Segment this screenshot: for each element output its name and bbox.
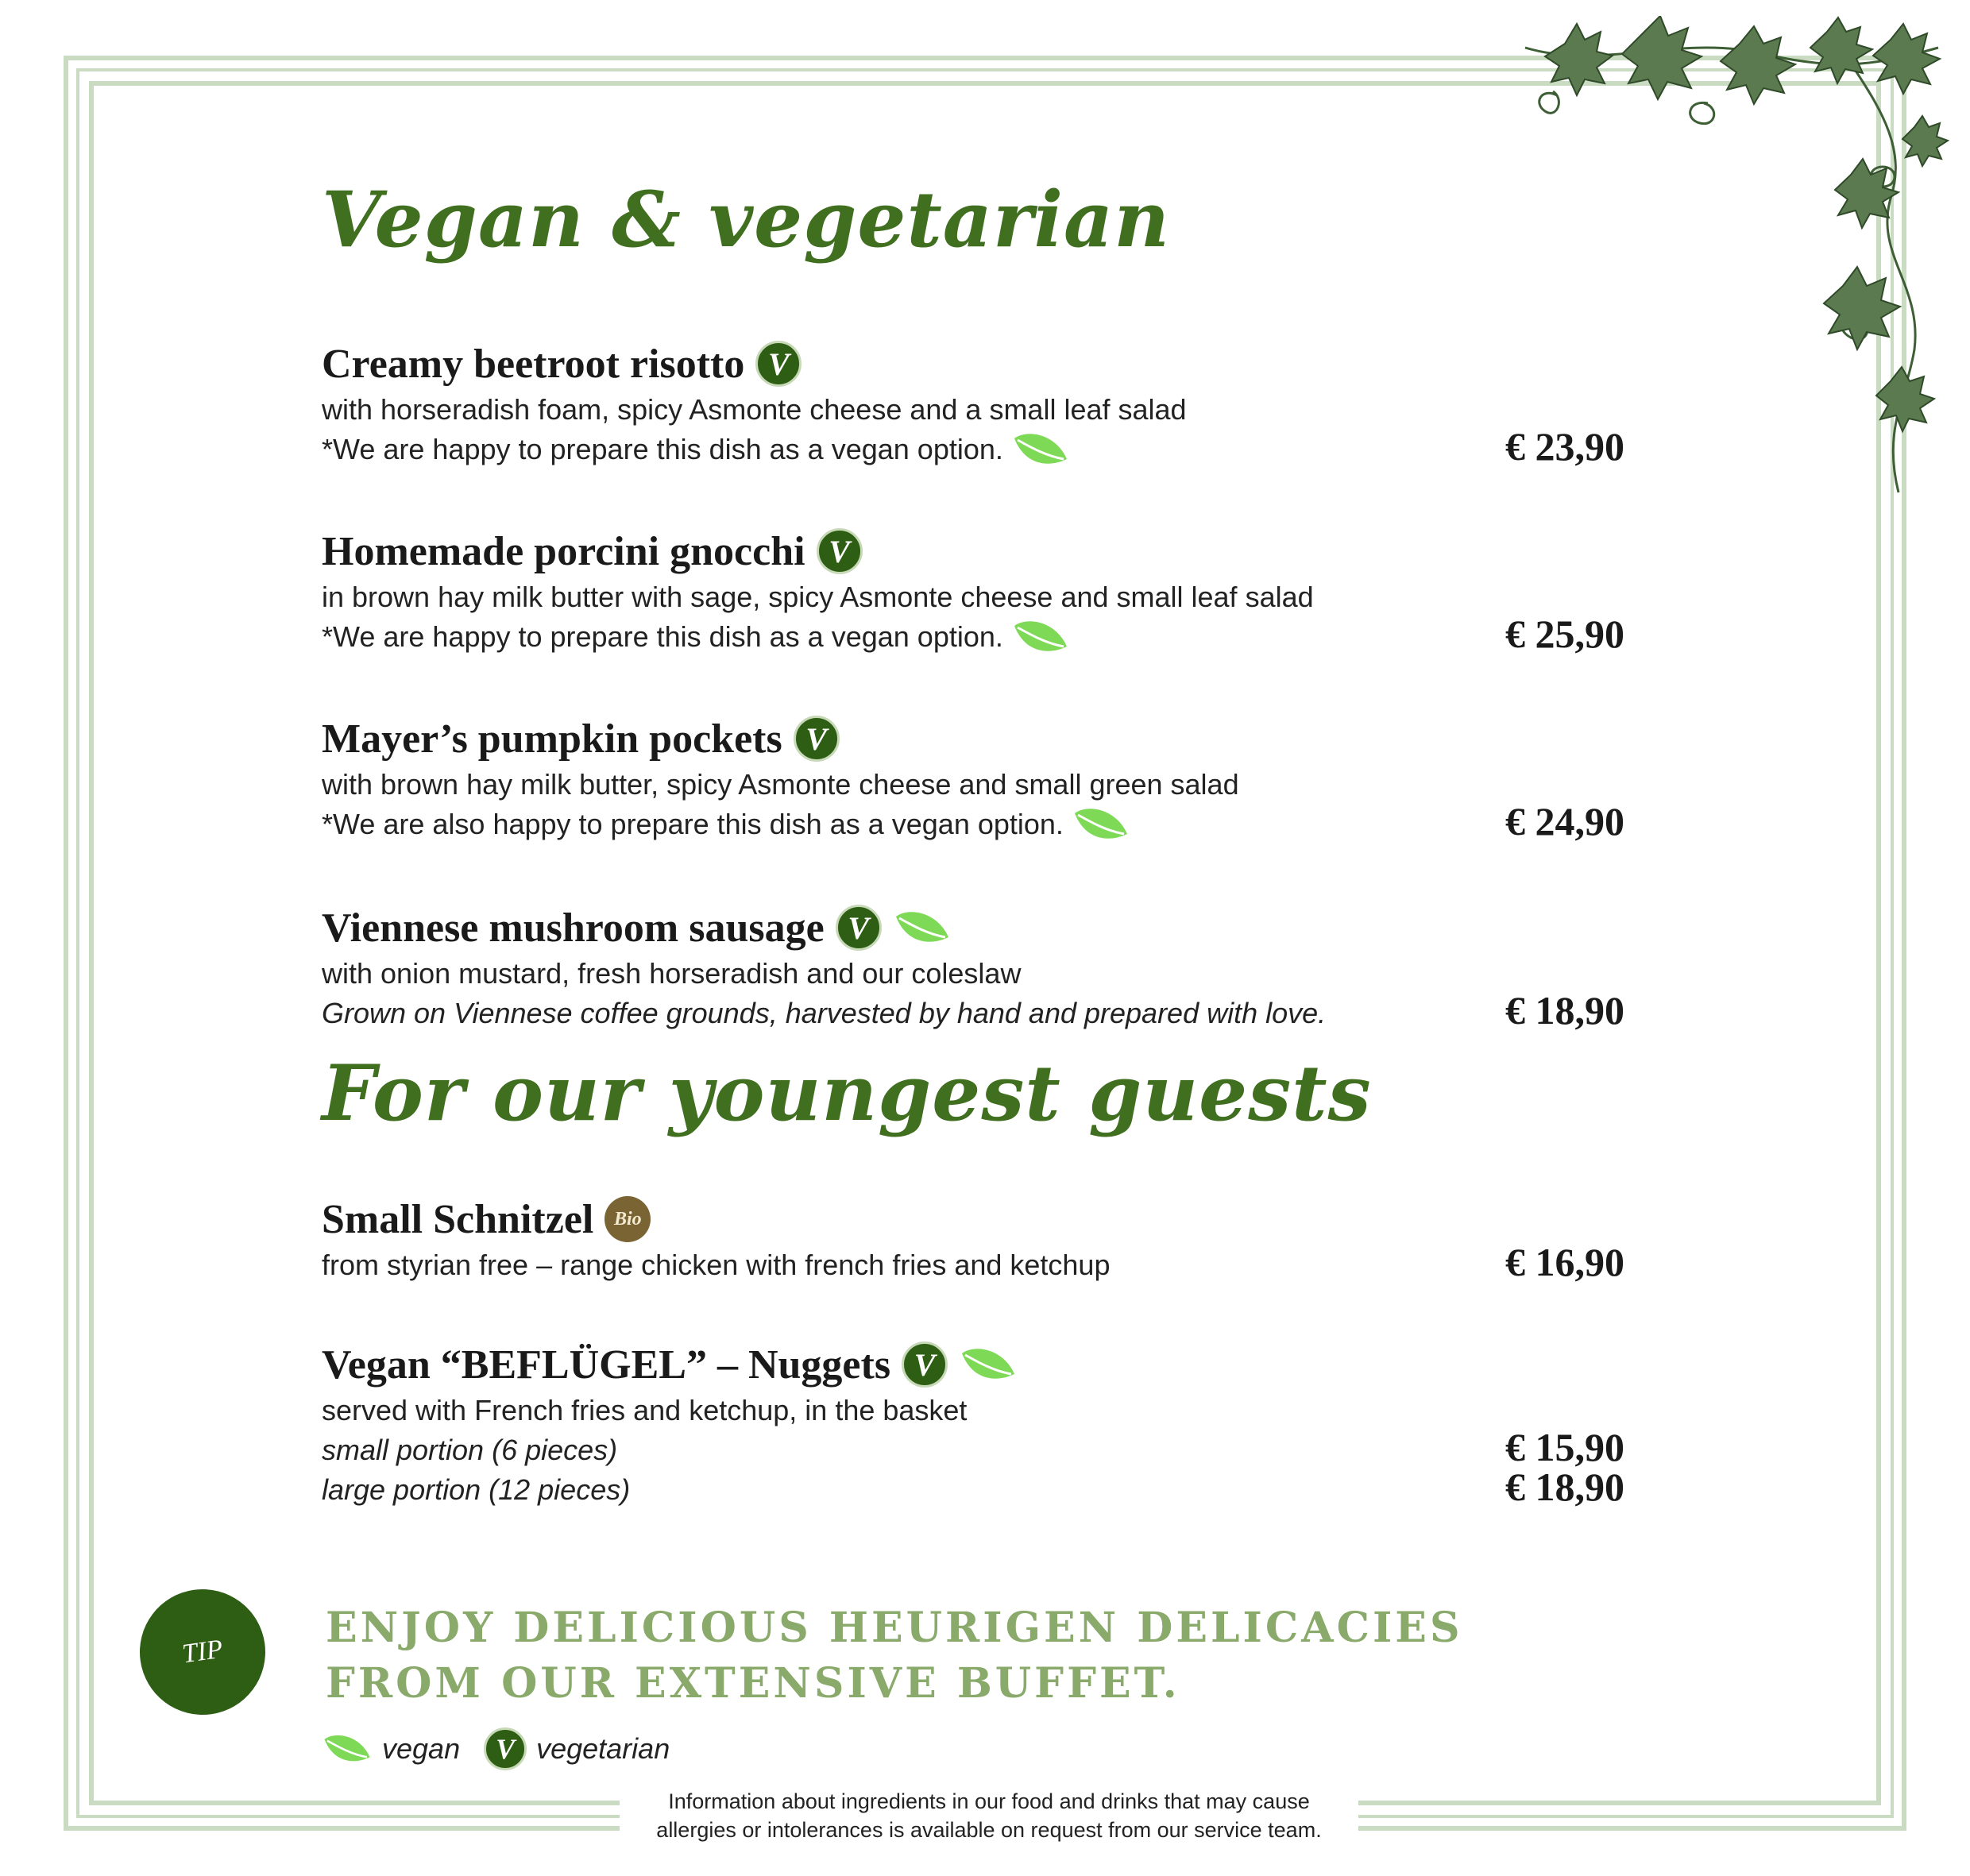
price-small-portion: € 15,90 <box>1505 1425 1624 1469</box>
dish-name-row <box>322 1338 1624 1391</box>
dish-name-row <box>322 1193 1624 1245</box>
menu-item <box>322 338 1624 469</box>
vegetarian-badge-icon: V <box>794 716 840 762</box>
dish-description: served with French fries and ketchup, in the basket <box>322 1394 968 1426</box>
allergy-info <box>620 1787 1358 1844</box>
dish-description: with onion mustard, fresh horseradish and our coleslaw <box>322 957 1022 990</box>
dish-name-row <box>322 901 1624 954</box>
dish-name: Vegan “BEFLÜGEL” – Nuggets <box>322 1341 891 1388</box>
allergy-info-line1: Information about ingredients in our food and drinks that may cause <box>668 1789 1310 1813</box>
menu-item <box>322 525 1624 657</box>
dish-description: with brown hay milk butter, spicy Asmonte cheese and small green salad <box>322 768 1239 801</box>
dish-vegan-note: *We are happy to prepare this dish as a vegan option. <box>322 433 1003 465</box>
legend-vegan-label: vegan <box>382 1732 461 1765</box>
section-title-youngest-guests: For our youngest guests <box>322 1048 1372 1138</box>
bio-badge-icon: Bio <box>605 1196 651 1242</box>
dish-note: Grown on Viennese coffee grounds, harvested by hand and prepared with love. <box>322 997 1327 1029</box>
dish-vegan-note: *We are also happy to prepare this dish as a vegan option. <box>322 808 1064 840</box>
allergy-info-line2: allergies or intolerances is available on request from our service team. <box>656 1818 1322 1842</box>
menu-item <box>322 901 1624 1033</box>
vegan-leaf-icon <box>893 909 952 947</box>
price-large-portion: € 18,90 <box>1505 1465 1624 1509</box>
dish-vegan-note: *We are happy to prepare this dish as a vegan option. <box>322 620 1003 653</box>
section-title-vegan-vegetarian: Vegan & vegetarian <box>322 175 1171 264</box>
buffet-tip-line2: FROM OUR EXTENSIVE BUFFET. <box>326 1659 1180 1708</box>
dish-name-row <box>322 338 1624 390</box>
vegan-leaf-icon <box>322 1731 373 1766</box>
legend <box>322 1727 670 1770</box>
portion-large: large portion (12 pieces) <box>322 1473 631 1506</box>
tip-badge-icon: TIP <box>135 1585 269 1719</box>
vegetarian-badge-icon: V <box>484 1727 527 1770</box>
buffet-tip-text <box>326 1600 1463 1712</box>
vegetarian-badge-icon: V <box>902 1341 948 1388</box>
vegetarian-badge-icon: V <box>836 905 882 951</box>
buffet-tip-line1: ENJOY DELICIOUS HEURIGEN DELICACIES <box>326 1604 1463 1652</box>
dish-vegan-note-row <box>322 805 1624 844</box>
dish-name: Creamy beetroot risotto <box>322 341 745 387</box>
vegetarian-badge-icon: V <box>817 528 863 574</box>
dish-name-row <box>322 525 1624 577</box>
dish-vegan-note-row <box>322 617 1624 657</box>
dish-description: in brown hay milk butter with sage, spicy Asmonte cheese and small leaf salad <box>322 581 1314 613</box>
dish-price: € 24,90 <box>1505 799 1624 843</box>
dish-name: Viennese mushroom sausage <box>322 905 825 951</box>
menu-item <box>322 1338 1624 1510</box>
dish-price: € 18,90 <box>1505 988 1624 1033</box>
vegan-leaf-icon <box>959 1345 1018 1384</box>
dish-name: Small Schnitzel <box>322 1196 594 1242</box>
dish-price: € 25,90 <box>1505 612 1624 656</box>
vegan-leaf-icon <box>1011 430 1070 469</box>
dish-vegan-note-row <box>322 430 1624 469</box>
menu-item <box>322 1193 1624 1285</box>
dish-name: Mayer’s pumpkin pockets <box>322 716 782 762</box>
dish-price: € 23,90 <box>1505 424 1624 469</box>
menu-item <box>322 712 1624 844</box>
dish-description: with horseradish foam, spicy Asmonte cheese and a small leaf salad <box>322 393 1187 426</box>
legend-vegetarian-label: vegetarian <box>536 1732 670 1765</box>
dish-name: Homemade porcini gnocchi <box>322 528 805 574</box>
vegan-leaf-icon <box>1011 618 1070 656</box>
dish-name-row <box>322 712 1624 765</box>
portion-small: small portion (6 pieces) <box>322 1434 618 1466</box>
vegan-leaf-icon <box>1072 805 1130 843</box>
dish-description: from styrian free – range chicken with french fries and ketchup <box>322 1249 1111 1281</box>
vegetarian-badge-icon: V <box>755 341 802 387</box>
dish-price: € 16,90 <box>1505 1240 1624 1284</box>
